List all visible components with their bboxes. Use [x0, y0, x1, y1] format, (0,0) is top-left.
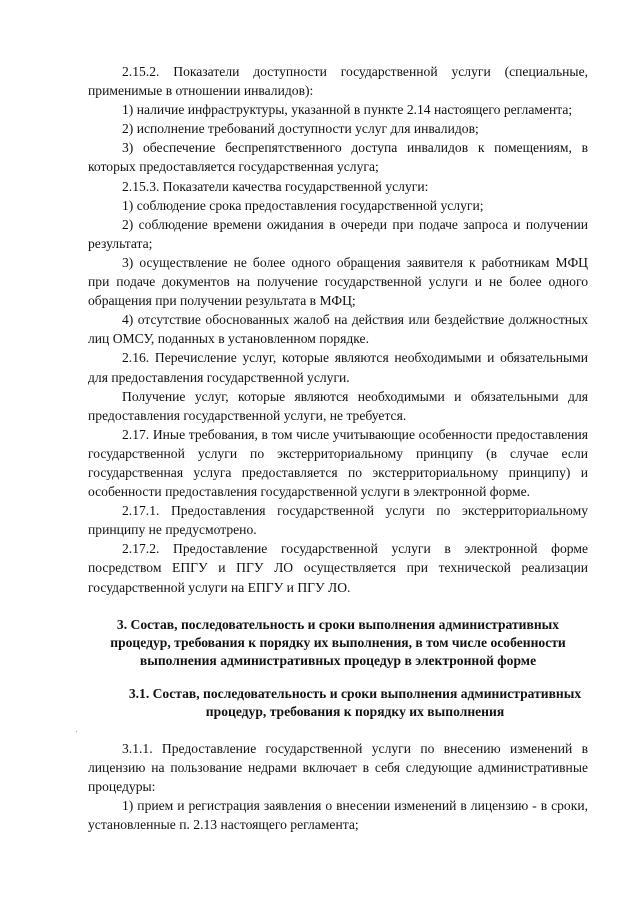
paragraph-2-17-2: 2.17.2. Предоставление государственной услуги в электронной форме посредством ЕПГУ и ПГУ ЛО осуществляется при технической реализации государственной услуги на ЕПГУ и ПГУ ЛО. — [88, 541, 588, 595]
paragraph-2-17-1: 2.17.1. Предоставления государственной услуги по экстерриториальному принципу не предусмотрено. — [88, 503, 588, 538]
paragraph-2-15-2-item-1: 1) наличие инфраструктуры, указанной в пункте 2.14 настоящего регламента; — [122, 102, 573, 118]
paragraph-2-15-3-item-3: 3) осуществление не более одного обращения заявителя к работникам МФЦ при подаче документов на получение государственной услуги и не более одного обращения при получении результата в МФЦ; — [88, 254, 588, 309]
paragraph-2-15-2: 2.15.2. Показатели доступности государственной услуги (специальные, применимые в отношении инвалидов): — [88, 64, 588, 99]
section-3-1-heading: 3.1. Состав, последовательность и сроки выполнения административных процедур, требования к порядку их выполнения — [128, 686, 582, 720]
margin-mark — [76, 731, 77, 732]
document-body — [88, 62, 588, 834]
paragraph-2-15-2-item-3: 3) обеспечение беспрепятственного доступа инвалидов к помещениям, в которых предоставляется государственная услуга; — [88, 140, 588, 175]
paragraph-2-16: 2.16. Перечисление услуг, которые являются необходимыми и обязательными для предоставления государственной услуги. — [88, 350, 588, 385]
paragraph-3-1-1: 3.1.1. Предоставление государственной услуги по внесению изменений в лицензию на пользование недрами включает в себя следующие административные процедуры: — [88, 740, 588, 794]
paragraph-3-1-1-item-1: 1) прием и регистрация заявления о внесении изменений в лицензию - в сроки, установленные п. 2.13 настоящего регламента; — [88, 797, 588, 833]
paragraph-2-16-note: Получение услуг, которые являются необходимыми и обязательными для предоставления государственной услуги, не требуется. — [88, 388, 588, 423]
paragraph-2-15-3: 2.15.3. Показатели качества государственной услуги: — [122, 178, 429, 194]
section-3-heading: 3. Состав, последовательность и сроки выполнения административных процедур, требования к порядку их выполнения, в том числе особенности выполнения административных процедур в электронной форме — [110, 616, 566, 669]
paragraph-2-15-3-item-2: 2) соблюдение времени ожидания в очереди при подаче запроса и получении результата; — [88, 216, 588, 251]
paragraph-2-17: 2.17. Иные требования, в том числе учитывающие особенности предоставления государственной услуги по экстерриториальному принципу (в случае если государственная услуга предоставляется по экстерриториальному принципу) и особенности предоставления государственной услуги в электронной форме. — [88, 426, 588, 500]
paragraph-2-15-2-item-2: 2) исполнение требований доступности услуг для инвалидов; — [122, 121, 479, 137]
paragraph-2-15-3-item-1: 1) соблюдение срока предоставления государственной услуги; — [122, 197, 484, 213]
paragraph-2-15-3-item-4: 4) отсутствие обоснованных жалоб на действия или бездействие должностных лиц ОМСУ, поданных в установленном порядке. — [88, 312, 588, 347]
